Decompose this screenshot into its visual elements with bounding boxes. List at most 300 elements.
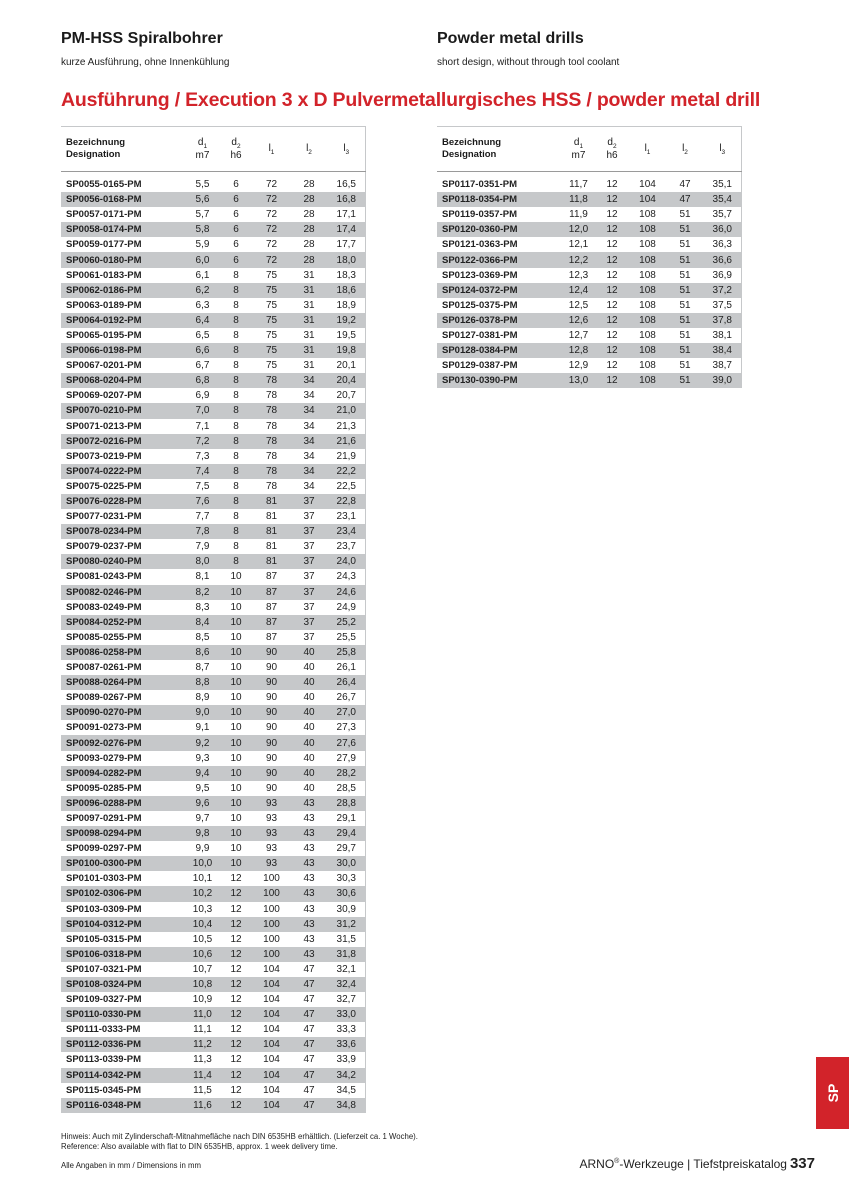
l1-cell: 108 [639, 209, 656, 221]
l1-cell: 78 [265, 390, 278, 402]
l3-cell: 34,8 [328, 1098, 365, 1113]
column-header-l2: $l_2$ [290, 127, 328, 172]
l3-cell: 36,6 [704, 252, 741, 267]
l3-cell: 33,3 [336, 1024, 356, 1036]
d2-cell: 12 [606, 179, 618, 191]
l2-cell: 43 [290, 886, 328, 901]
l1-cell: 108 [639, 239, 656, 251]
d1-cell: 9,3 [195, 752, 210, 764]
d2-cell: 8 [233, 450, 239, 462]
designation-cell: SP0071-0213-PM [66, 420, 142, 432]
d2-cell: 8 [233, 541, 239, 553]
l2-cell: 28 [290, 192, 328, 207]
d1-cell: 11,8 [562, 192, 595, 207]
l3-cell: 38,1 [712, 329, 732, 341]
table-row [61, 902, 365, 917]
d2-cell: 12 [595, 313, 629, 328]
l3-cell: 19,8 [328, 343, 365, 358]
d1-cell: 8,3 [195, 601, 210, 613]
d2-cell: 6 [233, 239, 239, 251]
d2-cell: 10 [219, 766, 253, 781]
l3-cell: 34,5 [336, 1084, 356, 1096]
l1-cell: 90 [253, 705, 290, 720]
table-row [61, 841, 365, 856]
d2-cell: 8 [219, 403, 253, 418]
designation-cell: SP0105-0315-PM [66, 933, 142, 945]
d2-cell: 12 [219, 1037, 253, 1052]
d1-cell: 5,8 [186, 222, 219, 237]
d1-cell: 11,1 [193, 1024, 212, 1036]
l2-cell: 47 [303, 994, 315, 1006]
d2-cell: 8 [233, 329, 239, 341]
d1-cell: 12,1 [568, 239, 589, 251]
d2-cell: 12 [230, 1054, 242, 1066]
l2-cell: 51 [666, 252, 704, 267]
table-row [437, 177, 741, 192]
l1-cell: 90 [265, 722, 278, 734]
d2-cell: 10 [219, 615, 253, 630]
l3-cell: 25,5 [336, 631, 356, 643]
l2-cell: 51 [666, 222, 704, 237]
l2-cell: 40 [290, 735, 328, 750]
designation-cell: SP0057-0171-PM [66, 209, 142, 221]
l3-cell: 19,5 [336, 329, 356, 341]
table-row [61, 222, 365, 237]
d1-cell: 9,1 [195, 722, 210, 734]
l3-cell: 24,0 [328, 554, 365, 569]
l1-cell: 78 [253, 464, 290, 479]
designation-cell: SP0065-0195-PM [66, 329, 142, 341]
table-row [61, 781, 365, 796]
l2-cell: 28 [303, 239, 315, 251]
table-row [61, 645, 365, 660]
table-row [61, 298, 365, 313]
table-header-row [61, 127, 365, 172]
table-row [61, 766, 365, 781]
l3-cell: 25,2 [328, 615, 365, 630]
d2-cell: 12 [230, 994, 242, 1006]
d1-cell: 7,2 [186, 434, 219, 449]
l3-cell: 27,6 [328, 735, 365, 750]
l3-cell: 23,1 [336, 511, 356, 523]
d1-cell: 8,7 [195, 662, 210, 674]
table-row [61, 932, 365, 947]
d1-cell: 9,4 [186, 766, 219, 781]
table-row [61, 192, 365, 207]
d2-cell: 10 [230, 812, 242, 824]
l3-cell: 37,5 [712, 299, 732, 311]
l1-cell: 87 [265, 631, 278, 643]
table-row [61, 871, 365, 886]
l3-cell: 24,6 [328, 585, 365, 600]
d2-cell: 12 [230, 1084, 242, 1096]
l2-cell: 31 [303, 329, 315, 341]
d2-cell: 8 [219, 524, 253, 539]
d1-cell: 6,2 [186, 283, 219, 298]
designation-cell: SP0081-0243-PM [66, 571, 142, 583]
table-row [61, 207, 365, 222]
table-row [61, 1007, 365, 1022]
l1-cell: 93 [253, 826, 290, 841]
table-row [61, 796, 365, 811]
l1-cell: 81 [253, 554, 290, 569]
column-header-l2: $l_2$ [666, 127, 704, 172]
table-row [61, 630, 365, 645]
d1-cell: 11,6 [186, 1098, 219, 1113]
l1-cell: 75 [253, 283, 290, 298]
l1-cell: 104 [253, 977, 290, 992]
header-subtitle-en: short design, without through tool coolant [437, 57, 620, 68]
table-row [61, 509, 365, 524]
d1-cell: 11,0 [186, 1007, 219, 1022]
d2-cell: 10 [230, 631, 242, 643]
l2-cell: 40 [303, 662, 315, 674]
d1-cell: 6,8 [186, 373, 219, 388]
d1-cell: 10,3 [192, 903, 213, 915]
designation-cell: SP0087-0261-PM [66, 662, 142, 674]
l3-cell: 28,5 [336, 782, 356, 794]
table-row [61, 600, 365, 615]
l1-cell: 72 [265, 179, 278, 191]
designation-cell: SP0064-0192-PM [61, 313, 186, 328]
catalog-name: -Werkzeuge | Tiefstpreiskatalog [619, 1157, 787, 1171]
designation-cell: SP0076-0228-PM [61, 494, 186, 509]
l3-cell: 32,4 [328, 977, 365, 992]
footnote [61, 1132, 418, 1152]
l3-cell: 38,7 [712, 360, 732, 372]
d1-cell: 8,8 [186, 675, 219, 690]
table-row [61, 539, 365, 554]
designation-cell: SP0088-0264-PM [61, 675, 186, 690]
designation-cell: SP0079-0237-PM [66, 541, 142, 553]
column-header-d1: $d_1$ m7 [562, 127, 595, 172]
header-subtitle-de: kurze Ausführung, ohne Innenkühlung [61, 57, 230, 68]
l1-cell: 100 [263, 933, 280, 945]
designation-cell: SP0106-0318-PM [61, 947, 186, 962]
designation-cell: SP0113-0339-PM [66, 1054, 141, 1066]
column-header-l1: $l_1$ [629, 127, 666, 172]
d1-cell: 8,9 [195, 692, 210, 704]
d2-cell: 12 [595, 252, 629, 267]
d1-cell: 12,4 [562, 283, 595, 298]
d1-cell: 11,2 [186, 1037, 219, 1052]
table-row [61, 524, 365, 539]
l3-cell: 21,9 [336, 450, 356, 462]
table-row [61, 358, 365, 373]
d1-cell: 6,5 [195, 329, 210, 341]
d2-cell: 6 [233, 209, 239, 221]
l2-cell: 37 [303, 601, 315, 613]
l3-cell: 23,4 [328, 524, 365, 539]
l2-cell: 51 [679, 329, 691, 341]
l3-cell: 32,7 [336, 994, 356, 1006]
column-header-designation: Bezeichnung Designation [61, 127, 186, 172]
d1-cell: 7,1 [195, 420, 210, 432]
l3-cell: 33,6 [328, 1037, 365, 1052]
designation-cell: SP0121-0363-PM [442, 239, 518, 251]
table-row [61, 464, 365, 479]
d2-cell: 12 [606, 239, 618, 251]
l1-cell: 75 [253, 343, 290, 358]
designation-cell: SP0103-0309-PM [66, 903, 142, 915]
table-row [437, 298, 741, 313]
page-number: 337 [789, 1155, 815, 1172]
l2-cell: 37 [303, 541, 315, 553]
l2-cell: 37 [290, 615, 328, 630]
l2-cell: 37 [290, 524, 328, 539]
l1-cell: 100 [263, 903, 280, 915]
table-row [437, 252, 741, 267]
d2-cell: 12 [219, 1068, 253, 1083]
l2-cell: 40 [303, 782, 315, 794]
l1-cell: 108 [629, 252, 666, 267]
d2-cell: 8 [233, 360, 239, 372]
d2-cell: 10 [219, 585, 253, 600]
designation-cell: SP0117-0351-PM [442, 179, 517, 191]
designation-cell: SP0101-0303-PM [66, 873, 142, 885]
l3-cell: 30,3 [336, 873, 356, 885]
l1-cell: 72 [253, 192, 290, 207]
l1-cell: 78 [253, 434, 290, 449]
l3-cell: 18,9 [336, 299, 356, 311]
l3-cell: 29,7 [336, 843, 356, 855]
l1-cell: 78 [265, 420, 278, 432]
designation-cell: SP0062-0186-PM [61, 283, 186, 298]
l2-cell: 40 [303, 752, 315, 764]
l2-cell: 47 [303, 1084, 315, 1096]
table-row [61, 585, 365, 600]
l1-cell: 78 [253, 403, 290, 418]
l3-cell: 30,6 [328, 886, 365, 901]
l3-cell: 26,1 [336, 662, 356, 674]
designation-cell: SP0114-0342-PM [61, 1068, 186, 1083]
table-row [61, 1068, 365, 1083]
l1-cell: 90 [265, 662, 278, 674]
table-row [61, 449, 365, 464]
designation-cell: SP0072-0216-PM [61, 434, 186, 449]
l1-cell: 104 [253, 1098, 290, 1113]
l2-cell: 37 [290, 494, 328, 509]
l2-cell: 47 [303, 1024, 315, 1036]
column-header-l1: $l_1$ [253, 127, 290, 172]
designation-cell: SP0074-0222-PM [61, 464, 186, 479]
d1-cell: 9,7 [195, 812, 210, 824]
d1-cell: 8,6 [186, 645, 219, 660]
d2-cell: 10 [230, 782, 242, 794]
footer-catalog [579, 1155, 815, 1172]
l1-cell: 108 [639, 299, 656, 311]
l2-cell: 51 [679, 269, 691, 281]
d2-cell: 8 [219, 313, 253, 328]
l1-cell: 75 [253, 313, 290, 328]
designation-cell: SP0118-0354-PM [437, 192, 562, 207]
designation-cell: SP0125-0375-PM [442, 299, 518, 311]
d2-cell: 6 [219, 222, 253, 237]
l3-cell: 35,7 [712, 209, 732, 221]
header-title-en: Powder metal drills [437, 30, 584, 47]
table-row [437, 283, 741, 298]
d2-cell: 12 [606, 360, 618, 372]
d1-cell: 13,0 [562, 373, 595, 388]
d1-cell: 7,6 [186, 494, 219, 509]
l2-cell: 51 [679, 299, 691, 311]
d1-cell: 11,3 [193, 1054, 212, 1066]
l2-cell: 43 [303, 812, 315, 824]
d2-cell: 10 [230, 843, 242, 855]
l2-cell: 37 [303, 571, 315, 583]
l3-cell: 36,9 [712, 269, 732, 281]
l1-cell: 93 [265, 812, 278, 824]
l1-cell: 108 [629, 373, 666, 388]
d1-cell: 10,4 [186, 917, 219, 932]
designation-cell: SP0055-0165-PM [66, 179, 142, 191]
l3-cell: 27,3 [336, 722, 356, 734]
l2-cell: 37 [303, 631, 315, 643]
l2-cell: 43 [303, 873, 315, 885]
column-header-d2: $d_2$ h6 [219, 127, 253, 172]
l3-cell: 29,4 [328, 826, 365, 841]
table-row [61, 977, 365, 992]
d1-cell: 6,1 [195, 269, 210, 281]
d1-cell: 8,5 [195, 631, 210, 643]
designation-cell: SP0110-0330-PM [61, 1007, 186, 1022]
d2-cell: 12 [219, 917, 253, 932]
designation-cell: SP0061-0183-PM [66, 269, 142, 281]
d2-cell: 6 [219, 252, 253, 267]
l2-cell: 34 [303, 390, 315, 402]
l2-cell: 43 [303, 843, 315, 855]
d2-cell: 12 [219, 1098, 253, 1113]
designation-cell: SP0122-0366-PM [437, 252, 562, 267]
table-row [61, 735, 365, 750]
d2-cell: 12 [230, 873, 242, 885]
l3-cell: 26,4 [328, 675, 365, 690]
designation-cell: SP0098-0294-PM [61, 826, 186, 841]
table-row [61, 252, 365, 267]
designation-cell: SP0109-0327-PM [66, 994, 142, 1006]
designation-cell: SP0126-0378-PM [437, 313, 562, 328]
d1-cell: 6,0 [186, 252, 219, 267]
designation-cell: SP0120-0360-PM [437, 222, 562, 237]
l3-cell: 19,2 [328, 313, 365, 328]
l2-cell: 37 [290, 554, 328, 569]
l1-cell: 108 [629, 343, 666, 358]
l1-cell: 104 [253, 1007, 290, 1022]
table-row [61, 660, 365, 675]
l1-cell: 75 [265, 360, 278, 372]
d2-cell: 8 [233, 420, 239, 432]
d1-cell: 11,4 [186, 1068, 219, 1083]
d2-cell: 12 [230, 903, 242, 915]
designation-cell: SP0075-0225-PM [66, 480, 142, 492]
spec-table-left [61, 126, 366, 1113]
l3-cell: 22,8 [328, 494, 365, 509]
designation-cell: SP0070-0210-PM [61, 403, 186, 418]
designation-cell: SP0083-0249-PM [66, 601, 142, 613]
l1-cell: 81 [265, 511, 278, 523]
d1-cell: 7,5 [195, 480, 210, 492]
l3-cell: 20,4 [328, 373, 365, 388]
table-row [61, 826, 365, 841]
d1-cell: 7,8 [186, 524, 219, 539]
l3-cell: 36,0 [704, 222, 741, 237]
d2-cell: 12 [606, 329, 618, 341]
d2-cell: 8 [219, 494, 253, 509]
l1-cell: 104 [253, 1037, 290, 1052]
d2-cell: 6 [219, 192, 253, 207]
table-row [61, 1022, 365, 1037]
l2-cell: 28 [303, 179, 315, 191]
d2-cell: 12 [595, 343, 629, 358]
d2-cell: 8 [219, 464, 253, 479]
l2-cell: 43 [303, 933, 315, 945]
l3-cell: 16,8 [328, 192, 365, 207]
l2-cell: 51 [666, 343, 704, 358]
d2-cell: 12 [606, 209, 618, 221]
l3-cell: 24,3 [336, 571, 356, 583]
l3-cell: 29,1 [336, 812, 356, 824]
d2-cell: 8 [219, 373, 253, 388]
l3-cell: 16,5 [336, 179, 356, 191]
l2-cell: 34 [303, 450, 315, 462]
l1-cell: 108 [639, 329, 656, 341]
l2-cell: 40 [290, 766, 328, 781]
l2-cell: 47 [290, 1037, 328, 1052]
l3-cell: 39,0 [704, 373, 741, 388]
l3-cell: 31,2 [328, 917, 365, 932]
d2-cell: 8 [219, 434, 253, 449]
l3-cell: 23,7 [336, 541, 356, 553]
table-row [61, 237, 365, 252]
l2-cell: 51 [666, 283, 704, 298]
d1-cell: 8,4 [186, 615, 219, 630]
d2-cell: 10 [230, 571, 242, 583]
designation-cell: SP0104-0312-PM [61, 917, 186, 932]
d1-cell: 5,9 [195, 239, 210, 251]
l2-cell: 43 [303, 903, 315, 915]
footnote-en: Reference: Also available with flat to DIN 6535HB, approx. 1 week delivery time. [61, 1142, 338, 1151]
l2-cell: 28 [290, 252, 328, 267]
l1-cell: 90 [253, 735, 290, 750]
l2-cell: 31 [290, 283, 328, 298]
d2-cell: 10 [219, 675, 253, 690]
l2-cell: 34 [303, 480, 315, 492]
designation-cell: SP0129-0387-PM [442, 360, 518, 372]
l2-cell: 31 [303, 269, 315, 281]
l3-cell: 25,8 [328, 645, 365, 660]
designation-cell: SP0058-0174-PM [61, 222, 186, 237]
l1-cell: 72 [265, 209, 278, 221]
d1-cell: 12,6 [562, 313, 595, 328]
d2-cell: 12 [606, 269, 618, 281]
d2-cell: 12 [219, 947, 253, 962]
d2-cell: 12 [219, 977, 253, 992]
d1-cell: 11,5 [193, 1084, 212, 1096]
d2-cell: 10 [230, 752, 242, 764]
l3-cell: 37,2 [704, 283, 741, 298]
d2-cell: 8 [233, 511, 239, 523]
l2-cell: 43 [290, 826, 328, 841]
table-row [437, 313, 741, 328]
designation-cell: SP0084-0252-PM [61, 615, 186, 630]
l1-cell: 75 [265, 269, 278, 281]
designation-cell: SP0085-0255-PM [66, 631, 142, 643]
designation-cell: SP0092-0276-PM [61, 735, 186, 750]
table-row [437, 207, 741, 222]
d1-cell: 9,5 [195, 782, 210, 794]
l1-cell: 78 [265, 450, 278, 462]
designation-cell: SP0100-0300-PM [61, 856, 186, 871]
